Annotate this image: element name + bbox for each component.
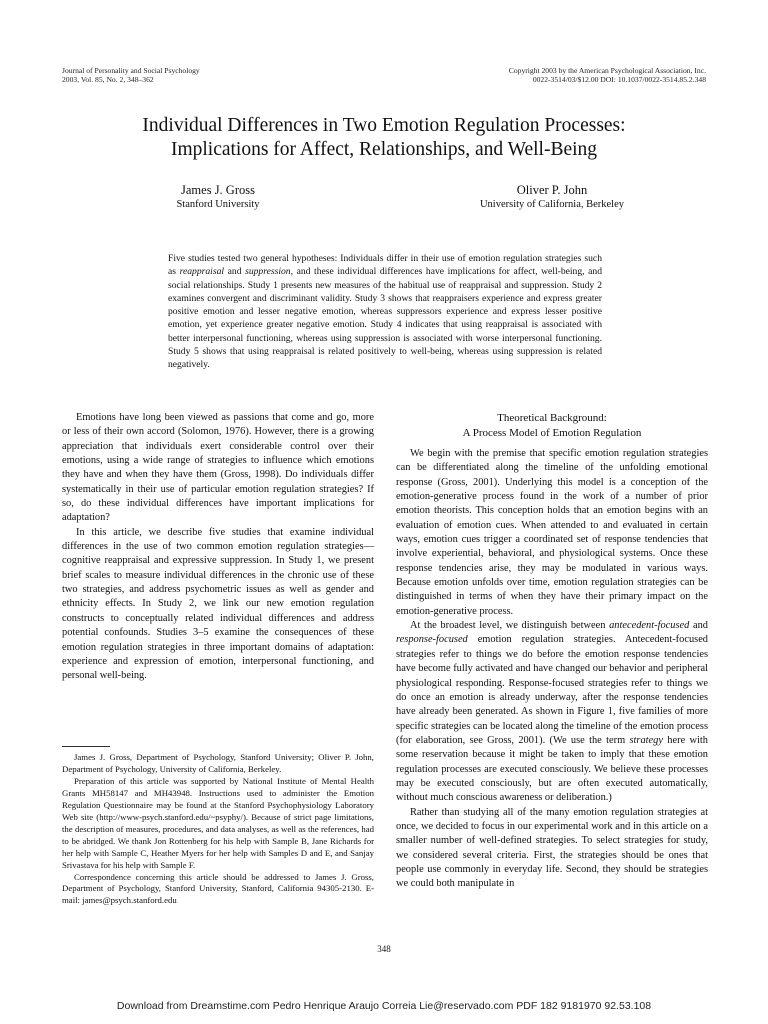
author-block-2 (452, 183, 652, 211)
copyright-line: Copyright 2003 by the American Psychological Association, Inc. (508, 66, 706, 75)
body-paragraph-2: At the broadest level, we distinguish between antecedent-focused and response-focused emotion regulation strategies. Antecedent-focused strategies refer to things we do before the emotion response tendencies have become fully activated and have changed our behavior and peripheral physiological responding. Response-focused strategies refer to things we do once an emotion is already underway, after the response tendencies have already been generated. As shown in Figure 1, five families of more specific strategies can be located along the timeline of the emotion process (for elaboration, see Gross, 2001). (We use the term strategy here with some reservation because it might be taken to imply that these emotion regulation processes are executed consciously. We believe these processes may be executed consciously, but are often executed automatically, without much conscious awareness or deliberation.) (396, 620, 708, 804)
body-paragraph-3: Rather than studying all of the many emotion regulation strategies at once, we decided to focus in our experimental work and in this article on a smaller number of well-defined strategies. To select strategies for study, we considered several criteria. First, the strategies should be ones that people use commonly in everyday life. Second, they should be strategies we could both manipulate in (396, 806, 708, 890)
author-block-1 (118, 183, 318, 211)
author-note (62, 752, 374, 907)
section-heading-line-2: A Process Model of Emotion Regulation (462, 427, 642, 439)
section-heading-line-1: Theoretical Background: (497, 412, 607, 424)
journal-volume: 2003, Vol. 85, No. 2, 348–362 (62, 75, 154, 84)
title-line-1: Individual Differences in Two Emotion Regulation Processes: (142, 115, 626, 136)
copyright-info (509, 66, 706, 84)
journal-name: Journal of Personality and Social Psychology (62, 66, 200, 75)
term-suppression: suppression (245, 266, 291, 278)
intro-paragraph-1: Emotions have long been viewed as passions that come and go, more or less of their own accord (Solomon, 1976). However, there is a growing appreciation that individuals exert considerable control over their emotions, using a wide range of strategies to influence which emotions they have and when they have them (Gross, 1998). Do individuals differ systematically in their use of particular emotion regulation strategies? If so, do these individual differences have important implications for adaptation? (62, 412, 374, 524)
author-affiliation: Stanford University (176, 199, 260, 210)
author-name: Oliver P. John (516, 183, 588, 197)
author-note-correspondence: Correspondence concerning this article should be addressed to James J. Gross, Department of Psychology, Stanford University, Stanford, California 94305-2130. E-mail: james@psych.stanford.edu (62, 871, 374, 906)
author-note-acknowledgments: Preparation of this article was supported by National Institute of Mental Health Grants MH58147 and MH43948. Instructions used to administer the Emotion Regulation Questionnaire may be found at the Stanford Psychophysiology Laboratory Web site (http://www-psych.stanford.edu/~psyphy/). Because of strict page limitations, the description of measures, procedures, and data analyses, as well as the references, had to be abridged. We thank Jon Rottenberg for his help with Sample B, Jane Richards for her help with Sample C, Heather Myers for her help with Samples D and E, and Sanjay Srivastava for his help with Sample F. (62, 775, 374, 870)
term-strategy: strategy (629, 734, 663, 746)
journal-info (62, 66, 200, 84)
author-name: James J. Gross (181, 183, 255, 197)
body-paragraph-1: We begin with the premise that specific emotion regulation strategies can be differentiated along the timeline of the unfolding emotional response (Gross, 2001). Underlying this model is a conception of the emotion-generative process found in the work of a number of prior emotion theorists. This conception holds that an emotion begins with an evaluation of emotion cues. When attended to and evaluated in certain ways, emotion cues trigger a coordinated set of response tendencies that involve experiential, behavioral, and physiological systems. Once these response tendencies arise, they may be modulated in various ways. Because emotion unfolds over time, emotion regulation strategies can be distinguished in terms of when they have their primary impact on the emotion-generative process. (396, 448, 708, 617)
section-heading (396, 411, 708, 441)
doi-line: 0022-3514/03/$12.00 DOI: 10.1037/0022-3514.85.2.348 (532, 75, 706, 84)
left-column (62, 411, 374, 684)
page-number: 348 (377, 944, 391, 954)
author-note-affiliations: James J. Gross, Department of Psychology, Stanford University; Oliver P. John, Department of Psychology, University of California, Berkeley. (62, 752, 374, 774)
article-title (0, 114, 768, 162)
download-notice: Download from Dreamstime.com Pedro Henrique Araujo Correia Lie@reservado.com PDF 182 9181970 92.53.108 (116, 1000, 652, 1012)
footnote-rule (62, 746, 110, 747)
author-affiliation: University of California, Berkeley (479, 199, 625, 210)
intro-paragraph-2: In this article, we describe five studies that examine individual differences in the use of two common emotion regulation strategies—cognitive reappraisal and expressive suppression. In Study 1, we present brief scales to measure individual differences in the chronic use of these two strategies, and address psychometric issues as well as gender and ethnicity effects. In Study 2, we link our new emotion regulation constructs to conceptually related individual differences and address potential confounds. Studies 3–5 examine the consequences of these emotion regulation strategies in three important domains of adaptation: experience and expression of emotion, interpersonal functioning, and personal well-being. (62, 526, 374, 682)
title-line-2: Implications for Affect, Relationships, and Well-Being (170, 139, 598, 160)
term-response-focused: response-focused (396, 634, 468, 646)
right-column (396, 411, 708, 892)
term-reappraisal: reappraisal (179, 266, 225, 278)
term-antecedent-focused: antecedent-focused (609, 620, 690, 632)
abstract: Five studies tested two general hypotheses: Individuals differ in their use of emotion regulation strategies such as reappraisal and suppression, and these individual differences have implications for affect, well-being, and social relationships. Study 1 presents new measures of the habitual use of reappraisal and suppression. Study 2 examines convergent and discriminant validity. Study 3 shows that reappraisers experience and express greater positive emotion and lesser negative emotion, whereas suppressors experience and express lesser positive emotion, yet experience greater negative emotion. Study 4 indicates that using reappraisal is associated with better interpersonal functioning, whereas using suppression is associated with worse interpersonal functioning. Study 5 shows that using reappraisal is related positively to well-being, whereas using suppression is related negatively. (168, 253, 602, 371)
